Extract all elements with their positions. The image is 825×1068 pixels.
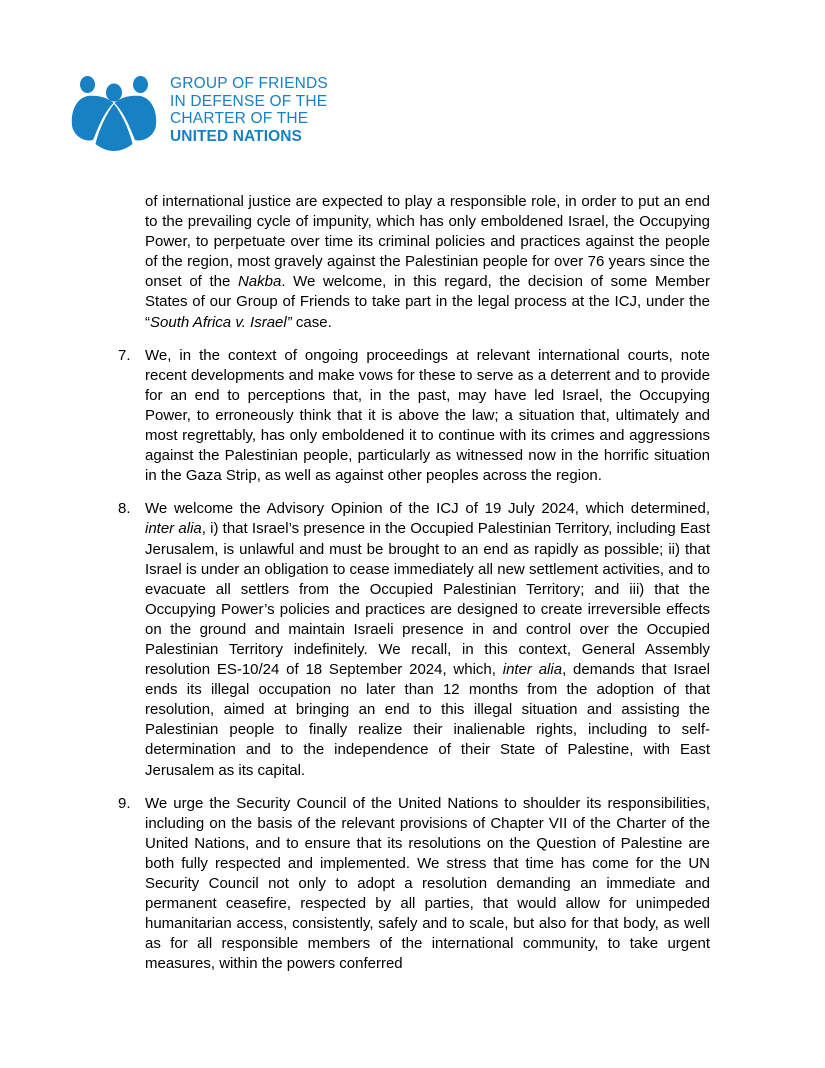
paragraph-continuation: [145, 192, 710, 333]
logo-line-4: UNITED NATIONS: [170, 127, 302, 145]
paragraph-italic-term: inter alia: [145, 520, 202, 538]
three-people-logo-icon: [70, 72, 158, 152]
letterhead: [70, 72, 328, 152]
paragraph-item-8: [118, 499, 710, 780]
paragraph-text: We urge the Security Council of the United Nations to shoulder its responsibilities, including on the basis of the relevant provisions of Chapter VII of the Charter of the United Nations, and to ensure that its resolutions on the Question of Palestine are both fully respected and implemented. We stress that time has come for the UN Security Council not only to adopt a resolution demanding an immediate and permanent ceasefire, respected by all parties, that would allow for unimpeded humanitarian access, consistently, safely and to scale, but also for that body, as well as for all responsible members of the international community, to take urgent measures, within the powers conferred: [145, 794, 710, 973]
paragraph-text: We welcome the Advisory Opinion of the ICJ of 19 July 2024, which determined,: [145, 500, 710, 518]
paragraph-text: case.: [291, 313, 332, 331]
logo-line-2: IN DEFENSE OF THE: [170, 92, 328, 110]
logo-wordmark: [170, 75, 328, 145]
paragraph-italic-term: South Africa v. Israel”: [150, 313, 292, 331]
logo-line-3: CHARTER OF THE: [170, 110, 309, 127]
paragraph-item-7: [118, 346, 710, 487]
list-number: 9.: [118, 794, 131, 812]
paragraph-text: , i) that Israel’s presence in the Occupied Palestinian Territory, including East Jerusalem, is unlawful and must be brought to an end as rapidly as possible; ii) that Israel is under an obligation to cease immediately all new settlement activities, and to evacuate all settlers from the Occupied Palestinian Territory; and iii) that the Occupying Power’s policies and practices are designed to create irreversible effects on the ground and maintain Israeli presence in and control over the Occupied Palestinian Territory indefinitely. We recall, in this context, General Assembly resolution ES-10/24 of 18 September 2024, which,: [145, 520, 710, 679]
paragraph-item-9: [118, 794, 710, 975]
paragraph-italic-term: Nakba: [237, 273, 282, 291]
logo-line-1: GROUP OF FRIENDS: [170, 75, 328, 92]
paragraph-text: , demands that Israel ends its illegal occupation no later than 12 months from the adoption of that resolution, aimed at bringing an end to this illegal situation and assisting the Palestinian people to finally realize their inalienable rights, including to self-determination and to the independence of their State of Palestine, with East Jerusalem as its capital.: [145, 661, 711, 779]
paragraph-italic-term: inter alia: [502, 661, 563, 679]
list-number: 7.: [118, 346, 131, 364]
paragraph-text: . We welcome, in this regard, the decision of some Member States of our Group of Friends to take part in the legal process at the ICJ, under the “: [145, 273, 710, 331]
list-number: 8.: [118, 500, 131, 518]
paragraph-text: of international justice are expected to play a responsible role, in order to put an end to the prevailing cycle of impunity, which has only emboldened Israel, the Occupying Power, to perpetuate over time its criminal policies and practices against the people of the region, most gravely against the Palestinian people for over 76 years since the onset of the: [145, 193, 710, 291]
paragraph-text: We, in the context of ongoing proceedings at relevant international courts, note recent developments and make vows for these to serve as a deterrent and to provide for an end to perceptions that, in the past, may have led Israel, the Occupying Power, to erroneously think that it is above the law; a situation that, ultimately and most regrettably, has only emboldened it to continue with its crimes and aggressions against the Palestinian people, particularly as witnessed now in the horrific situation in the Gaza Strip, as well as against other peoples across the region.: [145, 346, 710, 485]
document-body: [118, 192, 710, 974]
